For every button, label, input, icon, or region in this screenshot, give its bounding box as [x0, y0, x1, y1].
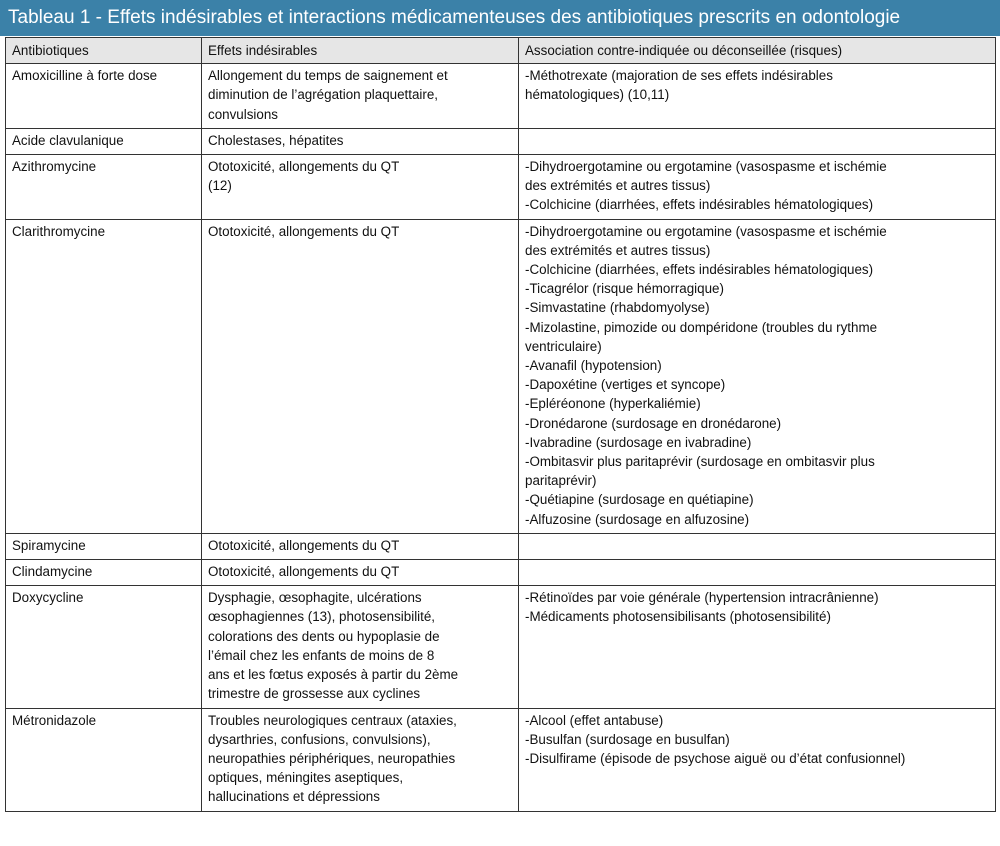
association-cell: [519, 128, 996, 154]
association-line: -Avanafil (hypotension): [525, 358, 662, 374]
effects-line: l’émail chez les enfants de moins de 8: [208, 647, 435, 663]
effects-line: Ototoxicité, allongements du QT: [208, 159, 400, 175]
header-association: Association contre-indiquée ou déconseillée (risques): [519, 38, 996, 64]
table-body: [6, 64, 996, 811]
table-row: [6, 219, 996, 533]
association-line: des extrémités et autres tissus): [525, 178, 711, 194]
effects-cell: [202, 219, 519, 533]
header-antibiotic: Antibiotiques: [6, 38, 202, 64]
effects-line: Ototoxicité, allongements du QT: [208, 564, 400, 580]
effects-line: Cholestases, hépatites: [208, 132, 344, 148]
association-line: -Simvastatine (rhabdomyolyse): [525, 300, 710, 316]
association-line: -Quétiapine (surdosage en quétiapine): [525, 492, 754, 508]
association-line: -Colchicine (diarrhées, effets indésirables hématologiques): [525, 197, 874, 213]
association-line: -Dihydroergotamine ou ergotamine (vasospasme et ischémie: [525, 159, 887, 175]
association-line: hématologiques) (10,11): [525, 87, 670, 103]
effects-line: optiques, méningites aseptiques,: [208, 770, 404, 786]
antibiotic-cell: Spiramycine: [6, 533, 202, 559]
effects-line: convulsions: [208, 106, 278, 122]
association-line: ventriculaire): [525, 338, 602, 354]
effects-line: (12): [208, 178, 232, 194]
antibiotic-cell: Azithromycine: [6, 155, 202, 220]
association-line: -Mizolastine, pimozide ou dompéridone (troubles du rythme: [525, 319, 878, 335]
association-line: -Alfuzosine (surdosage en alfuzosine): [525, 511, 750, 527]
effects-line: Dysphagie, œsophagite, ulcérations: [208, 590, 422, 606]
association-line: -Epléréonone (hyperkaliémie): [525, 396, 701, 412]
effects-line: ans et les fœtus exposés à partir du 2ème: [208, 667, 459, 683]
antibiotic-cell: Amoxicilline à forte dose: [6, 64, 202, 129]
association-cell: [519, 560, 996, 586]
effects-line: dysarthries, confusions, convulsions),: [208, 731, 431, 747]
effects-cell: [202, 155, 519, 220]
header-effects: Effets indésirables: [202, 38, 519, 64]
table-title: Tableau 1 - Effets indésirables et interactions médicamenteuses des antibiotiques prescrits en odontologie: [0, 0, 1000, 36]
association-line: -Ombitasvir plus paritaprévir (surdosage en ombitasvir plus: [525, 454, 875, 470]
association-line: -Dapoxétine (vertiges et syncope): [525, 377, 726, 393]
effects-line: colorations des dents ou hypoplasie de: [208, 628, 440, 644]
effects-line: neuropathies périphériques, neuropathies: [208, 750, 456, 766]
antibiotic-cell: Clindamycine: [6, 560, 202, 586]
association-line: -Dronédarone (surdosage en dronédarone): [525, 415, 782, 431]
association-line: -Méthotrexate (majoration de ses effets indésirables: [525, 68, 833, 84]
table-row: [6, 708, 996, 811]
association-line: -Rétinoïdes par voie générale (hypertension intracrânienne): [525, 590, 879, 606]
effects-cell: [202, 128, 519, 154]
table-row: [6, 560, 996, 586]
association-line: -Ivabradine (surdosage en ivabradine): [525, 434, 752, 450]
antibiotic-cell: Clarithromycine: [6, 219, 202, 533]
association-line: paritaprévir): [525, 473, 597, 489]
effects-cell: [202, 586, 519, 708]
association-cell: [519, 708, 996, 811]
effects-cell: [202, 560, 519, 586]
effects-cell: [202, 533, 519, 559]
table-row: [6, 128, 996, 154]
table-row: [6, 533, 996, 559]
table-row: [6, 586, 996, 708]
effects-line: Troubles neurologiques centraux (ataxies,: [208, 712, 457, 728]
effects-line: Ototoxicité, allongements du QT: [208, 537, 400, 553]
association-line: -Ticagrélor (risque hémorragique): [525, 281, 724, 297]
association-line: -Alcool (effet antabuse): [525, 712, 664, 728]
effects-line: œsophagiennes (13), photosensibilité,: [208, 609, 436, 625]
association-cell: [519, 586, 996, 708]
association-line: -Dihydroergotamine ou ergotamine (vasospasme et ischémie: [525, 223, 887, 239]
association-line: des extrémités et autres tissus): [525, 242, 711, 258]
effects-cell: [202, 708, 519, 811]
effects-line: diminution de l’agrégation plaquettaire,: [208, 87, 439, 103]
antibiotic-cell: Métronidazole: [6, 708, 202, 811]
header-row: [6, 38, 996, 64]
association-cell: [519, 219, 996, 533]
antibiotics-table: [5, 37, 996, 812]
effects-line: hallucinations et dépressions: [208, 789, 380, 805]
association-cell: [519, 64, 996, 129]
effects-cell: [202, 64, 519, 129]
table-row: [6, 155, 996, 220]
association-line: -Disulfirame (épisode de psychose aiguë ou d’état confusionnel): [525, 750, 906, 766]
effects-line: trimestre de grossesse aux cyclines: [208, 686, 421, 702]
effects-line: Ototoxicité, allongements du QT: [208, 223, 400, 239]
association-cell: [519, 533, 996, 559]
association-line: -Busulfan (surdosage en busulfan): [525, 731, 730, 747]
association-cell: [519, 155, 996, 220]
association-line: -Colchicine (diarrhées, effets indésirables hématologiques): [525, 262, 874, 278]
antibiotic-cell: Acide clavulanique: [6, 128, 202, 154]
antibiotic-cell: Doxycycline: [6, 586, 202, 708]
table-row: [6, 64, 996, 129]
association-line: -Médicaments photosensibilisants (photosensibilité): [525, 609, 831, 625]
effects-line: Allongement du temps de saignement et: [208, 68, 448, 84]
